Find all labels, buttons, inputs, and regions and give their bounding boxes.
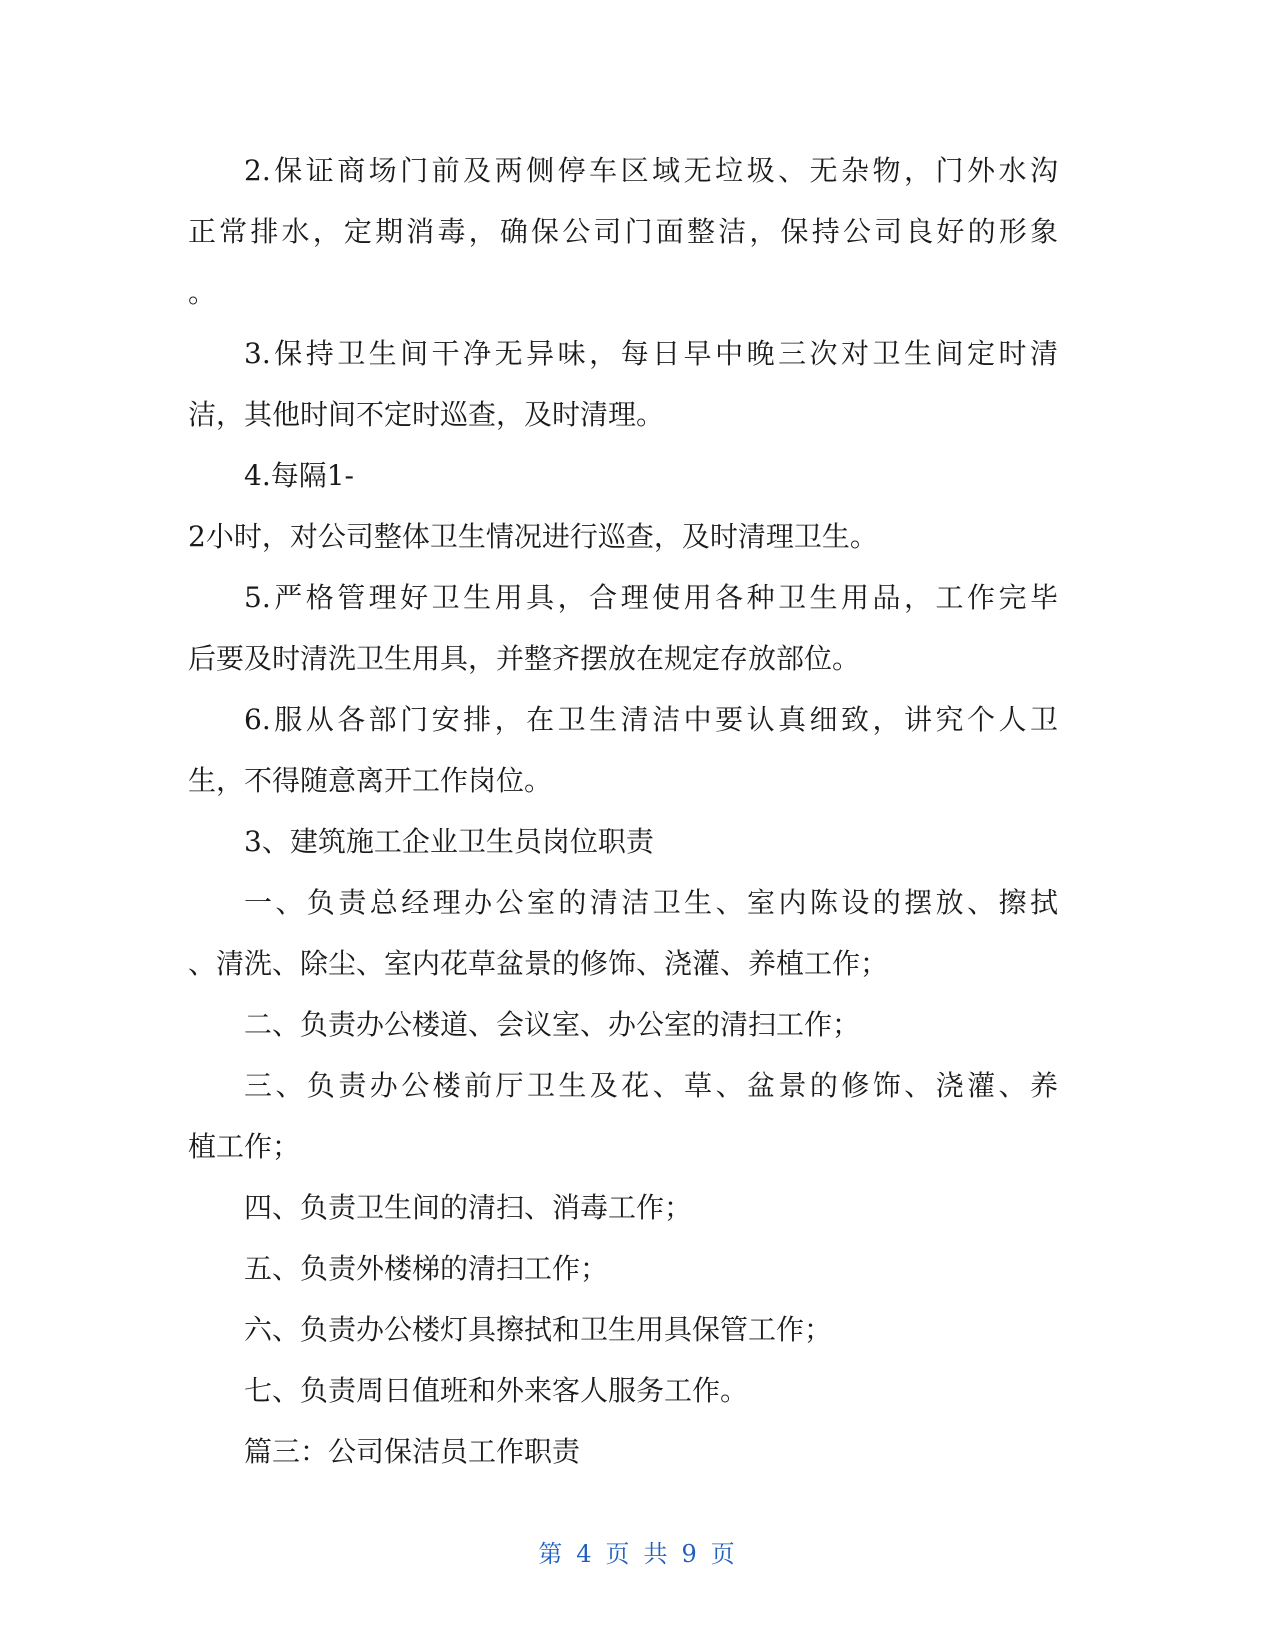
text-line: 5.严格管理好卫生用具，合理使用各种卫生用品，工作完毕: [244, 581, 1058, 614]
text-line: 2小时，对公司整体卫生情况进行巡查，及时清理卫生。: [188, 520, 878, 553]
text-line: 六、负责办公楼灯具擦拭和卫生用具保管工作；: [244, 1313, 833, 1346]
page-footer: [0, 1534, 1275, 1569]
footer-page-word: 页: [605, 1540, 632, 1568]
text-line: 洁，其他时间不定时巡查，及时清理。: [188, 398, 665, 431]
footer-total-pages: 9: [681, 1540, 699, 1568]
text-line: 植工作；: [188, 1130, 301, 1163]
text-line: 6.服从各部门安排，在卫生清洁中要认真细致，讲究个人卫: [244, 703, 1058, 736]
text-line: 正常排水，定期消毒，确保公司门面整洁，保持公司良好的形象: [188, 215, 1058, 248]
text-line: 3、建筑施工企业卫生员岗位职责: [244, 825, 654, 858]
footer-total-word: 共: [643, 1540, 670, 1568]
footer-page-number: 4: [576, 1540, 594, 1568]
text-line: 、清洗、除尘、室内花草盆景的修饰、浇灌、养植工作；: [188, 947, 889, 980]
text-line: 二、负责办公楼道、会议室、办公室的清扫工作；: [244, 1008, 861, 1041]
document-body: [188, 140, 1058, 1482]
text-line: 后要及时清洗卫生用具，并整齐摆放在规定存放部位。: [188, 642, 861, 675]
text-line: 一、负责总经理办公室的清洁卫生、室内陈设的摆放、擦拭: [244, 886, 1058, 919]
footer-prefix: 第: [538, 1540, 565, 1568]
text-line: 4.每隔1-: [244, 459, 354, 492]
text-line: 生，不得随意离开工作岗位。: [188, 764, 553, 797]
text-line: 。: [188, 276, 217, 309]
text-line: 五、负责外楼梯的清扫工作；: [244, 1252, 609, 1285]
text-line: 2.保证商场门前及两侧停车区域无垃圾、无杂物，门外水沟: [244, 154, 1058, 187]
text-line: 3.保持卫生间干净无异味，每日早中晚三次对卫生间定时清: [244, 337, 1058, 370]
text-line: 三、负责办公楼前厅卫生及花、草、盆景的修饰、浇灌、养: [244, 1069, 1058, 1102]
text-line: 篇三：公司保洁员工作职责: [244, 1435, 581, 1468]
text-line: 七、负责周日值班和外来客人服务工作。: [244, 1374, 749, 1407]
text-line: 四、负责卫生间的清扫、消毒工作；: [244, 1191, 693, 1224]
footer-suffix: 页: [710, 1540, 737, 1568]
